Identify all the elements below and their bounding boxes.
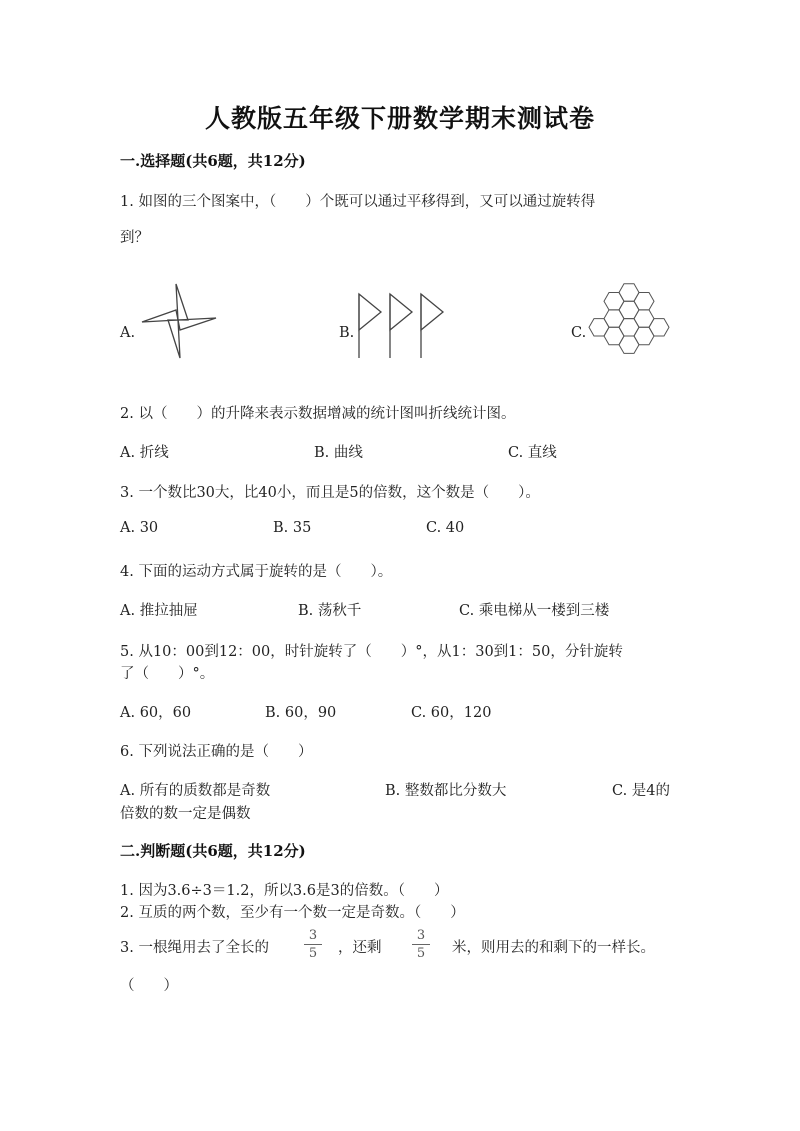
fraction-used-numerator: 3 bbox=[308, 928, 318, 943]
figure-label-c: C. bbox=[571, 325, 587, 341]
page-title: 人教版五年级下册数学期末测试卷 bbox=[204, 104, 595, 133]
question-2-option-c: C. 直线 bbox=[508, 445, 557, 461]
fraction-used bbox=[302, 928, 324, 961]
question-2: 2. 以（ ）的升降来表示数据增减的统计图叫折线统计图。 bbox=[120, 406, 516, 422]
question-6: 6. 下列说法正确的是（ ） bbox=[120, 744, 313, 760]
figure-label-a: A. bbox=[120, 325, 136, 341]
judgment-3-part-1: 3. 一根绳用去了全长的 bbox=[120, 940, 269, 956]
judgment-3-paren: （ ） bbox=[120, 978, 178, 994]
judgment-1: 1. 因为3.6÷3＝1.2，所以3.6是3的倍数。（ ） bbox=[120, 883, 449, 899]
question-5-option-a: A. 60，60 bbox=[120, 705, 192, 721]
hexagon-pattern-figure bbox=[588, 282, 668, 362]
figure-label-b: B. bbox=[339, 325, 355, 341]
question-3-option-c: C. 40 bbox=[426, 520, 465, 536]
question-1-line-2: 到？ bbox=[120, 230, 149, 246]
question-2-option-a: A. 折线 bbox=[120, 445, 169, 461]
question-1-line-1: 1. 如图的三个图案中，（ ）个既可以通过平移得到，又可以通过旋转得 bbox=[120, 194, 596, 210]
question-4-option-c: C. 乘电梯从一楼到三楼 bbox=[459, 603, 610, 619]
question-6-option-c: C. 是4的 bbox=[612, 783, 671, 799]
question-4-option-b: B. 荡秋千 bbox=[298, 603, 362, 619]
question-4: 4. 下面的运动方式属于旋转的是（ ）。 bbox=[120, 564, 393, 580]
fraction-remaining-numerator: 3 bbox=[416, 928, 426, 943]
question-5-line-1: 5. 从10：00到12：00，时针旋转了（ ）°，从1：30到1：50，分针旋转 bbox=[120, 644, 623, 660]
question-2-option-b: B. 曲线 bbox=[314, 445, 363, 461]
fraction-used-bar bbox=[304, 944, 322, 945]
judgment-3-part-2: ，还剩 bbox=[338, 940, 382, 956]
flags-figure bbox=[355, 292, 455, 362]
fraction-remaining-denominator: 5 bbox=[416, 946, 426, 961]
judgment-2: 2. 互质的两个数，至少有一个数一定是奇数。（ ） bbox=[120, 905, 465, 921]
question-3: 3. 一个数比30大，比40小，而且是5的倍数，这个数是（ ）。 bbox=[120, 485, 540, 501]
question-6-option-c-wrap: 倍数的数一定是偶数 bbox=[120, 806, 251, 822]
question-5-line-2: 了（ ）°。 bbox=[120, 666, 215, 682]
fraction-used-denominator: 5 bbox=[308, 946, 318, 961]
section-2-heading: 二.判断题(共6题，共12分) bbox=[120, 842, 306, 860]
judgment-3-part-3: 米，则用去的和剩下的一样长。 bbox=[452, 940, 655, 956]
pinwheel-figure bbox=[140, 282, 220, 362]
question-6-option-a: A. 所有的质数都是奇数 bbox=[120, 783, 271, 799]
question-5-option-c: C. 60，120 bbox=[411, 705, 492, 721]
fraction-remaining bbox=[410, 928, 432, 961]
question-3-option-b: B. 35 bbox=[273, 520, 312, 536]
question-6-option-b: B. 整数都比分数大 bbox=[385, 783, 507, 799]
question-3-option-a: A. 30 bbox=[120, 520, 159, 536]
question-5-option-b: B. 60，90 bbox=[265, 705, 337, 721]
section-1-heading: 一.选择题(共6题，共12分) bbox=[120, 152, 306, 170]
question-4-option-a: A. 推拉抽屉 bbox=[120, 603, 198, 619]
fraction-remaining-bar bbox=[412, 944, 430, 945]
